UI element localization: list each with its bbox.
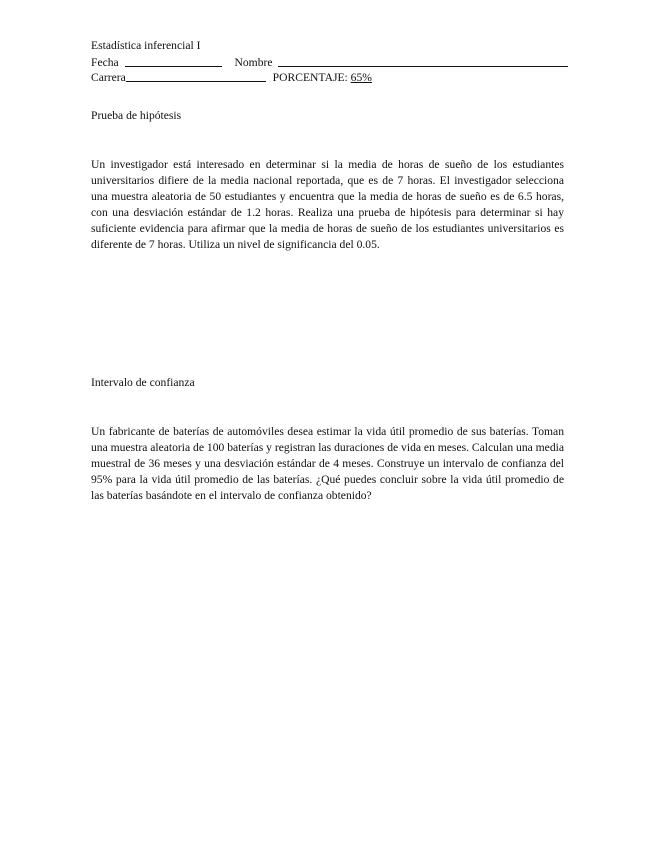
section-title-hipotesis: Prueba de hipótesis (91, 109, 182, 122)
carrera-label: Carrera (91, 71, 126, 84)
section-title-intervalo: Intervalo de confianza (91, 376, 195, 389)
section-text-hipotesis: Un investigador está interesado en determinar si la media de horas de sueño de los estudiantes universitarios difiere de la media nacional reportada, que es de 7 horas. El investigador selecciona una muestra aleatoria de 50 estudiantes y encuentra que la media de horas de sueño es de 6.5 horas, con una desviación estándar de 1.2 horas. Realiza una prueba de hipótesis para determinar si hay suficiente evidencia para afirmar que la media de horas de sueño de los estudiantes universitarios es diferente de 7 horas. Utiliza un nivel de significancia del 0.05. (91, 158, 564, 251)
fecha-label: Fecha (91, 56, 119, 69)
fecha-blank[interactable] (125, 54, 222, 67)
porcentaje-label: PORCENTAJE: (272, 71, 348, 84)
carrera-blank[interactable] (126, 69, 266, 82)
nombre-blank[interactable] (278, 54, 568, 67)
section-text-intervalo: Un fabricante de baterías de automóviles desea estimar la vida útil promedio de sus baterías. Toman una muestra aleatoria de 100 baterías y registran las duraciones de vida en meses. Calculan una media muestral de 36 meses y una desviación estándar de 4 meses. Construye un intervalo de confianza del 95% para la vida útil promedio de las baterías. ¿Qué puedes concluir sobre la vida útil promedio de las baterías basándote en el intervalo de confianza obtenido? (91, 425, 564, 502)
porcentaje-value: 65% (350, 71, 372, 84)
carrera-porcentaje-line (91, 69, 372, 86)
course-title: Estadística inferencial I (91, 39, 201, 52)
nombre-label: Nombre (234, 56, 273, 69)
